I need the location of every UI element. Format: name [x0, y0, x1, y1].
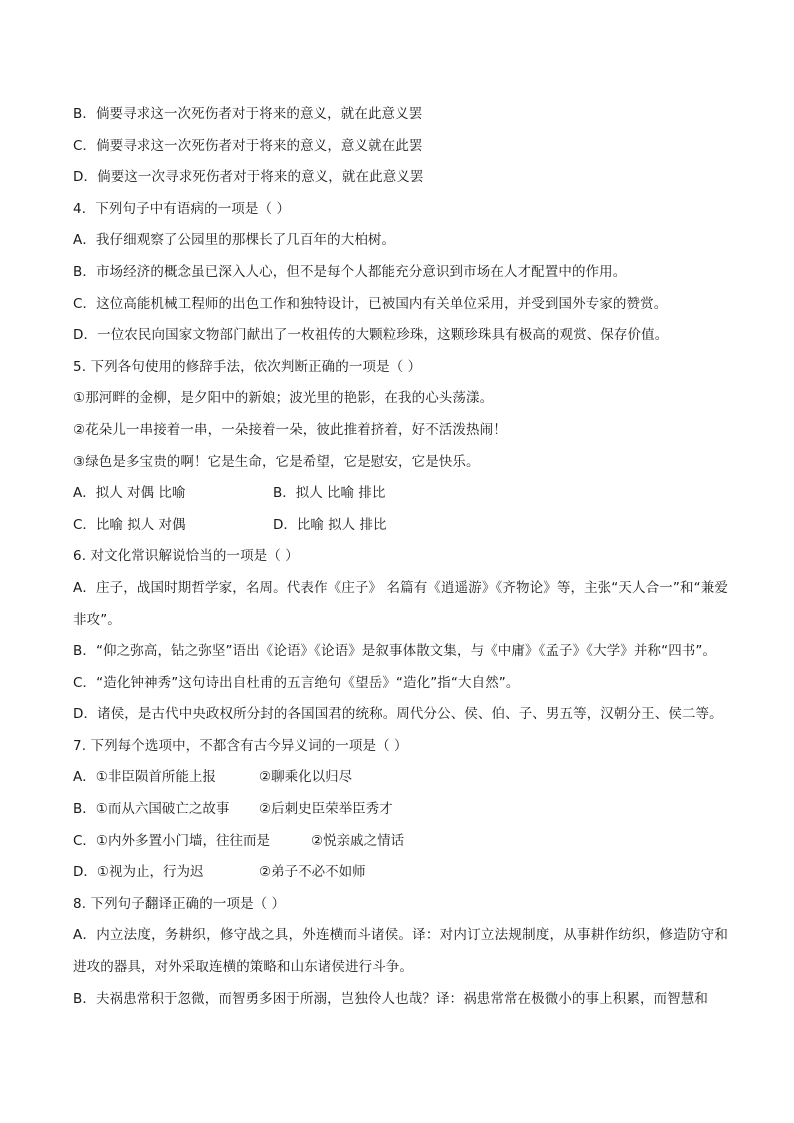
q7-option-a: [73, 762, 728, 794]
q6-option-b: B．“仰之弥高，钻之弥坚”语出《论语》《论语》是叙事体散文集，与《中庸》《孟子》《大学》并称“四书”。: [73, 643, 717, 660]
q5-option-a: A．拟人 对偶 比喻: [73, 485, 186, 502]
q5-option-d: D．比喻 拟人 排比: [273, 516, 387, 533]
q8-option-b: B．夫祸患常积于忽微，而智勇多困于所溺，岂独伶人也哉？译：祸患常常在极微小的事上积累，而智慧和: [73, 990, 708, 1007]
q5-stem: 5. 下列各句使用的修辞手法，依次判断正确的一项是（ ）: [73, 358, 422, 375]
q8-stem: 8. 下列句子翻译正确的一项是（ ）: [73, 895, 286, 912]
q7-option-a-second: ②聊乘化以归尽: [259, 769, 353, 786]
q7-option-c-first: C．①内外多置小门墙，往往而是: [73, 832, 271, 849]
q7-option-d-second: ②弟子不必不如师: [259, 864, 366, 881]
q6-option-c: C．“造化钟神秀”这句诗出自杜甫的五言绝句《望岳》“造化”指“大自然”。: [73, 674, 520, 691]
q5-sentence-1: ①那河畔的金柳，是夕阳中的新娘；波光里的艳影，在我的心头荡漾。: [73, 390, 494, 407]
exam-page: [73, 99, 728, 1015]
q3-option-d: D．倘要这一次寻求死伤者对于将来的意义，就在此意义罢: [73, 169, 424, 186]
q8-option-a: A．内立法度，务耕织，修守战之具，外连横而斗诸侯。译：对内订立法规制度，从事耕作纺织，修造防守和进攻的器具，对外采取连横的策略和山东诸侯进行斗争。: [73, 927, 728, 976]
q5-sentence-3: ③绿色是多宝贵的啊！它是生命，它是希望，它是慰安，它是快乐。: [73, 453, 480, 470]
q4-option-c: C．这位高能机械工程师的出色工作和独特设计，已被国内有关单位采用，并受到国外专家的赞赏。: [73, 295, 668, 312]
q6-option-d: D．诸侯，是古代中央政权所分封的各国国君的统称。周代分公、侯、伯、子、男五等，汉朝分王、侯二等。: [73, 706, 723, 723]
q5-sentence-2: ②花朵儿一串接着一串，一朵接着一朵，彼此推着挤着，好不活泼热闹！: [73, 421, 507, 438]
q4-option-d: D．一位农民向国家文物部门献出了一枚祖传的大颗粒珍珠，这颗珍珠具有极高的观赏、保存价值。: [73, 327, 669, 344]
q3-option-c: C．倘要寻求这一次死伤者对于将来的意义，意义就在此罢: [73, 137, 423, 154]
q6-stem: 6. 对文化常识解说恰当的一项是（ ）: [73, 548, 299, 565]
q7-option-b: [73, 794, 728, 826]
q4-option-a: A．我仔细观察了公园里的那棵长了几百年的大柏树。: [73, 232, 396, 249]
q5-options-row-2: [73, 510, 728, 542]
q7-option-d: [73, 857, 728, 889]
q5-option-b: B．拟人 比喻 排比: [273, 485, 386, 502]
q5-options-row-1: [73, 478, 728, 510]
q5-option-c: C．比喻 拟人 对偶: [73, 516, 186, 533]
q6-option-a: A．庄子，战国时期哲学家，名周。代表作《庄子》 名篇有《逍遥游》《齐物论》等，主张“天人合一”和“兼爱非攻”。: [73, 579, 728, 628]
q7-option-c: [73, 826, 728, 858]
q4-option-b: B．市场经济的概念虽已深入人心，但不是每个人都能充分意识到市场在人才配置中的作用。: [73, 263, 627, 280]
q7-option-a-first: A．①非臣陨首所能上报: [73, 769, 216, 786]
q3-option-b: B．倘要寻求这一次死伤者对于将来的意义，就在此意义罢: [73, 106, 423, 122]
q7-option-b-first: B．①而从六国破亡之故事: [73, 801, 230, 818]
q7-stem: 7. 下列每个选项中，不都含有古今异义词的一项是（ ）: [73, 737, 408, 754]
q7-option-b-second: ②后刺史臣荣举臣秀才: [259, 801, 393, 818]
q7-option-d-first: D．①视为止，行为迟: [73, 864, 204, 881]
q7-option-c-second: ②悦亲戚之情话: [311, 832, 405, 849]
q4-stem: 4．下列句子中有语病的一项是（ ）: [73, 200, 291, 217]
